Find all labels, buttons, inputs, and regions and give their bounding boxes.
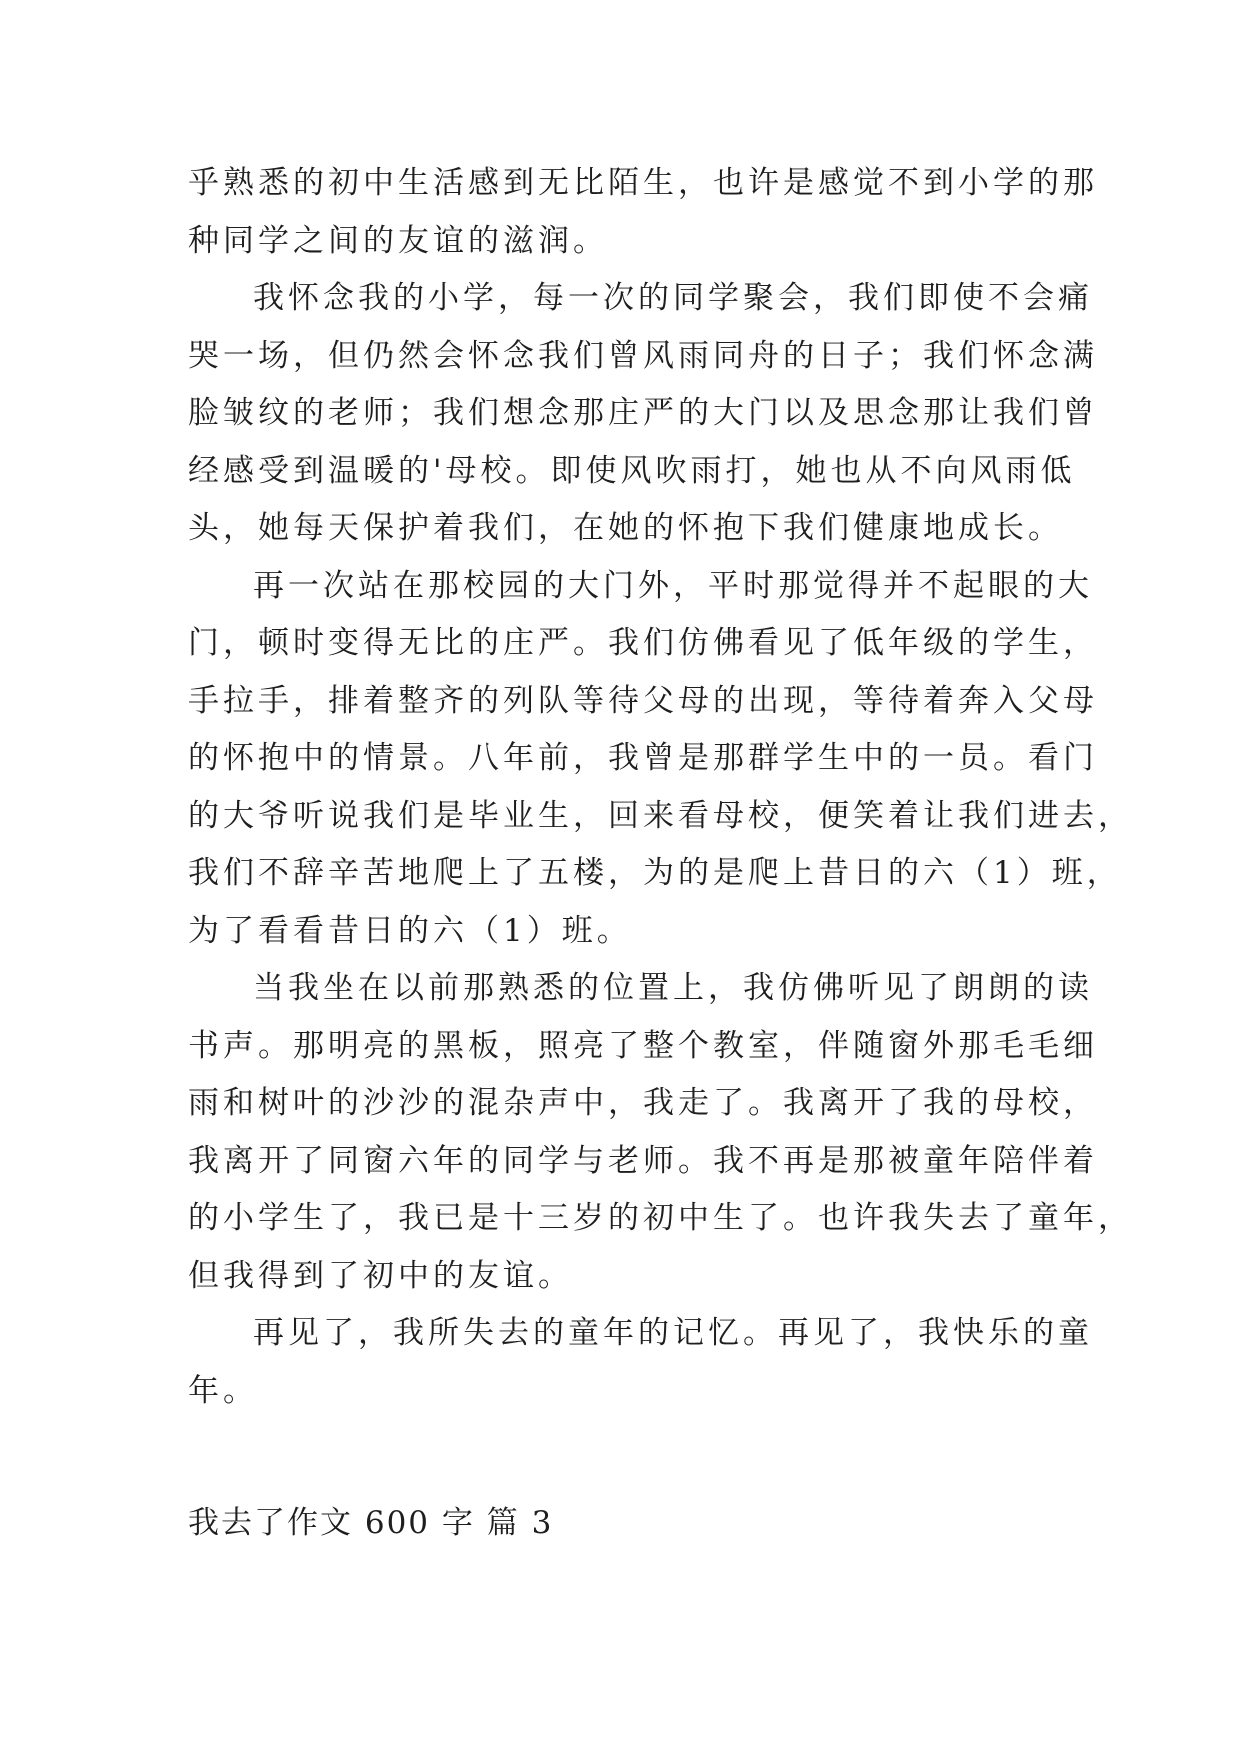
text-line: 再一次站在那校园的大门外，平时那觉得并不起眼的大	[253, 567, 1093, 604]
paragraph	[188, 558, 1133, 961]
text-line: 的怀抱中的情景。八年前，我曾是那群学生中的一员。看门	[188, 740, 1098, 776]
text-line: 的小学生了，我已是十三岁的初中生了。也许我失去了童年，	[188, 1200, 1133, 1236]
text-line: 脸皱纹的老师；我们想念那庄严的大门以及思念那让我们曾	[188, 395, 1098, 431]
text-line: 但我得到了初中的友谊。	[188, 1257, 573, 1294]
text-line: 哭一场，但仍然会怀念我们曾风雨同舟的日子；我们怀念满	[188, 337, 1098, 374]
text-line: 年。	[188, 1372, 258, 1409]
paragraph	[188, 960, 1133, 1305]
section-gap	[188, 1420, 1068, 1495]
section-heading: 我去了作文 600 字 篇 3	[188, 1505, 554, 1541]
paragraph	[188, 270, 1098, 558]
document-page	[188, 155, 1133, 1553]
text-line: 再见了，我所失去的童年的记忆。再见了，我快乐的童	[253, 1315, 1093, 1351]
text-line: 头，她每天保护着我们，在她的怀抱下我们健康地成长。	[188, 510, 1063, 546]
text-line: 门，顿时变得无比的庄严。我们仿佛看见了低年级的学生，	[188, 625, 1098, 661]
text-line: 为了看看昔日的六（1）班。	[188, 912, 632, 949]
text-line: 雨和树叶的沙沙的混杂声中，我走了。我离开了我的母校，	[188, 1085, 1098, 1121]
text-line: 经感受到温暖的'母校。即使风吹雨打，她也从不向风雨低	[188, 452, 1076, 489]
text-line: 我怀念我的小学，每一次的同学聚会，我们即使不会痛	[253, 280, 1093, 316]
text-line: 手拉手，排着整齐的列队等待父母的出现，等待着奔入父母	[188, 682, 1098, 719]
paragraph-continuation	[188, 155, 1098, 270]
text-line: 种同学之间的友谊的滋润。	[188, 222, 608, 259]
text-line: 当我坐在以前那熟悉的位置上，我仿佛听见了朗朗的读	[253, 970, 1093, 1006]
text-line: 的大爷听说我们是毕业生，回来看母校，便笑着让我们进去，	[188, 797, 1133, 834]
text-line: 我们不辞辛苦地爬上了五楼，为的是爬上昔日的六（1）班，	[188, 855, 1122, 891]
text-line: 乎熟悉的初中生活感到无比陌生，也许是感觉不到小学的那	[188, 165, 1098, 201]
text-line: 我离开了同窗六年的同学与老师。我不再是那被童年陪伴着	[188, 1142, 1098, 1179]
paragraph	[188, 1305, 1093, 1420]
text-line: 书声。那明亮的黑板，照亮了整个教室，伴随窗外那毛毛细	[188, 1027, 1098, 1064]
